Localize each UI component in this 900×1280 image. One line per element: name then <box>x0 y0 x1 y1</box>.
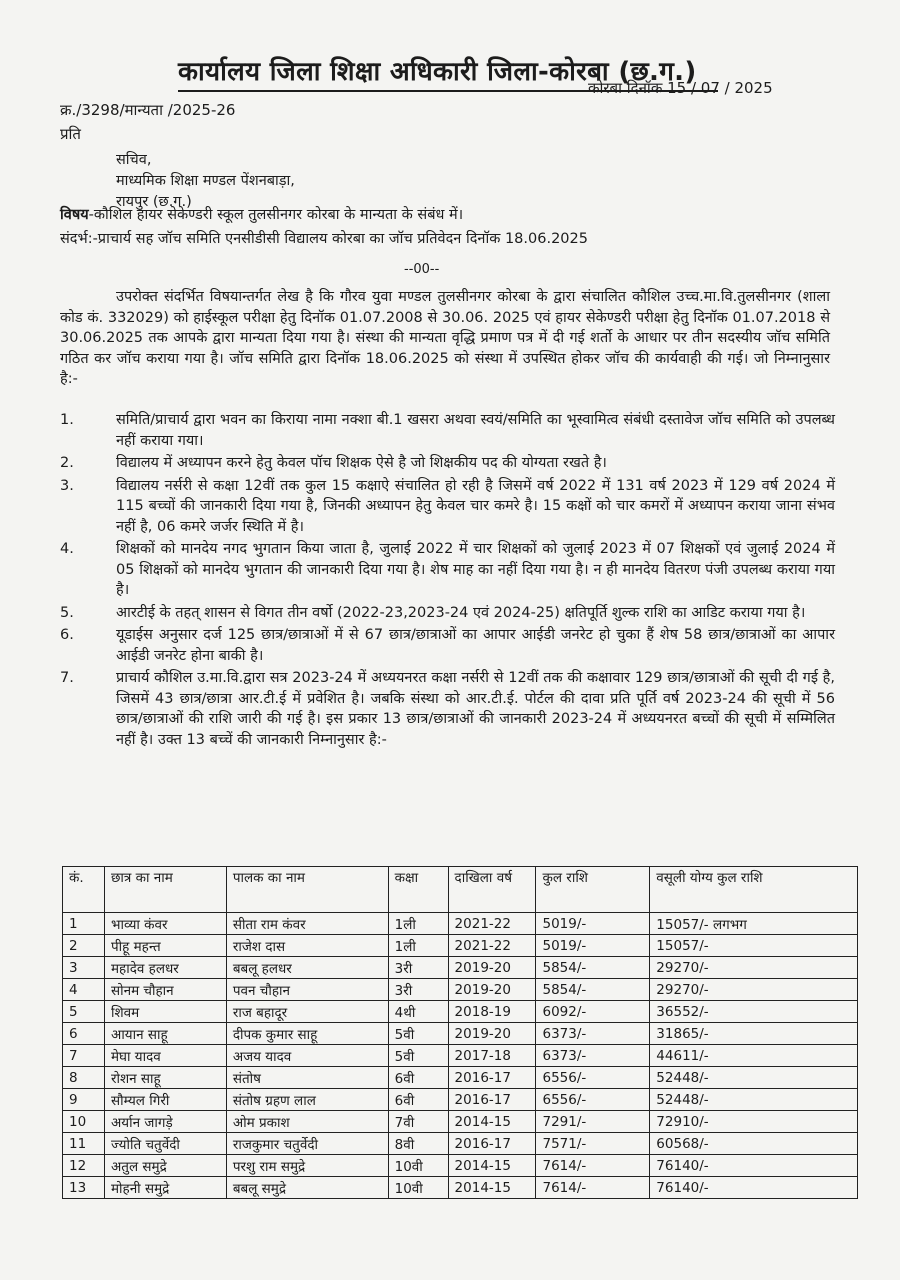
table-cell: रोशन साहू <box>104 1067 226 1089</box>
column-header: वसूली योग्य कुल राशि <box>650 867 858 913</box>
table-cell: 6373/- <box>536 1023 650 1045</box>
address-line: माध्यमिक शिक्षा मण्डल पेंशनबाड़ा, <box>116 173 295 189</box>
table-cell: 2014-15 <box>448 1111 536 1133</box>
list-item <box>60 625 835 666</box>
table-cell: 8वी <box>388 1133 448 1155</box>
table-cell: 52448/- <box>650 1089 858 1111</box>
office-title: कार्यालय जिला शिक्षा अधिकारी जिला-कोरबा (छ.ग.) <box>178 52 718 92</box>
table-cell: 72910/- <box>650 1111 858 1133</box>
subject-text: -कौशिल हायर सेकेण्डरी स्कूल तुलसीनगर कोरबा के मान्यता के संबंध में। <box>88 207 464 223</box>
table-cell: 6556/- <box>536 1067 650 1089</box>
table-row <box>63 1155 858 1177</box>
table-cell: परशु राम समुद्रे <box>226 1155 388 1177</box>
table-row <box>63 1001 858 1023</box>
table-row <box>63 935 858 957</box>
table-cell: 5 <box>63 1001 105 1023</box>
table-cell: 2014-15 <box>448 1155 536 1177</box>
table-cell: बबलू हलधर <box>226 957 388 979</box>
table-cell: अतुल समुद्रे <box>104 1155 226 1177</box>
table-cell: 6 <box>63 1023 105 1045</box>
item-text: आरटीई के तहत् शासन से विगत तीन वर्षो (2022-23,2023-24 एवं 2024-25) क्षतिपूर्ति शुल्क राशि का आडिट कराया गया है। <box>116 604 806 621</box>
item-text: यूडाईस अनुसार दर्ज 125 छात्र/छात्राओं में से 67 छात्र/छात्राओं का आपार आईडी जनरेट हो चुका हैं शेष 58 छात्र/छात्राओं का आपार आईडी जनरेट होना बाकी है। <box>116 627 835 664</box>
table-row <box>63 1111 858 1133</box>
table-cell: मोहनी समुद्रे <box>104 1177 226 1199</box>
table-cell: दीपक कुमार साहू <box>226 1023 388 1045</box>
table-row <box>63 913 858 935</box>
table-cell: 2014-15 <box>448 1177 536 1199</box>
table-cell: बबलू समुद्रे <box>226 1177 388 1199</box>
list-item <box>60 603 835 624</box>
table-row <box>63 1177 858 1199</box>
table-cell: 6वी <box>388 1089 448 1111</box>
table-cell: 76140/- <box>650 1177 858 1199</box>
table-cell: आयान साहू <box>104 1023 226 1045</box>
table-cell: 7 <box>63 1045 105 1067</box>
table-cell: राजेश दास <box>226 935 388 957</box>
separator: --00-- <box>404 262 440 277</box>
table-cell: 8 <box>63 1067 105 1089</box>
table-row <box>63 979 858 1001</box>
column-header: कं. <box>63 867 105 913</box>
table-cell: राजकुमार चतुर्वेदी <box>226 1133 388 1155</box>
table-cell: 31865/- <box>650 1023 858 1045</box>
table-cell: मेघा यादव <box>104 1045 226 1067</box>
table-header-row <box>63 867 858 913</box>
table-cell: 5019/- <box>536 935 650 957</box>
table-cell: 5वी <box>388 1023 448 1045</box>
prati-label: प्रति <box>60 125 81 143</box>
item-text: विद्यालय नर्सरी से कक्षा 12वीं तक कुल 15 कक्षाऐ संचालित हो रही है जिसमें वर्ष 2022 में 131 वर्ष 2023 में 129 वर्ष 2024 में 115 बच्चों की जानकारी दिया गया है, जिनकी अध्यापन हेतु केवल चार कमरे है। 15 कक्षों को चार कमरों में अध्यापन कराया जाना संभव नहीं है, 06 कमरे जर्जर स्थिति में है। <box>116 477 835 535</box>
table-cell: 29270/- <box>650 979 858 1001</box>
list-item <box>60 476 835 538</box>
reference-number: क्र./3298/मान्यता /2025-26 <box>60 101 236 119</box>
table-cell: 5019/- <box>536 913 650 935</box>
table-cell: 1 <box>63 913 105 935</box>
subject-line <box>60 204 463 224</box>
table-cell: 15057/- लगभग <box>650 913 858 935</box>
table-cell: 10 <box>63 1111 105 1133</box>
subject-label: विषय <box>60 207 89 223</box>
table-cell: 2019-20 <box>448 957 536 979</box>
table-cell: 6092/- <box>536 1001 650 1023</box>
table-cell: 2016-17 <box>448 1067 536 1089</box>
table-cell: सौम्यल गिरी <box>104 1089 226 1111</box>
table-cell: 2018-19 <box>448 1001 536 1023</box>
table-cell: सोनम चौहान <box>104 979 226 1001</box>
table-cell: महादेव हलधर <box>104 957 226 979</box>
table-cell: 7571/- <box>536 1133 650 1155</box>
table-cell: 5वी <box>388 1045 448 1067</box>
item-text: विद्यालय में अध्यापन करने हेतु केवल पॉच शिक्षक ऐसे है जो शिक्षकीय पद की योग्यता रखते है। <box>116 455 607 471</box>
column-header: दाखिला वर्ष <box>448 867 536 913</box>
table-cell: 3री <box>388 957 448 979</box>
table-cell: 2019-20 <box>448 979 536 1001</box>
table-cell: भाव्या कंवर <box>104 913 226 935</box>
column-header: कक्षा <box>388 867 448 913</box>
table-cell: 2019-20 <box>448 1023 536 1045</box>
table-cell: अर्यान जागड़े <box>104 1111 226 1133</box>
table-cell: 36552/- <box>650 1001 858 1023</box>
intro-paragraph: उपरोक्त संदर्भित विषयान्तर्गत लेख है कि गौरव युवा मण्डल तुलसीनगर कोरबा के द्वारा संचालित कौशिल उच्च.मा.वि.तुलसीनगर (शाला कोड कं. 332029) को हाईस्कूल परीक्षा हेतु दिनॉक 01.07.2008 से 30.06. 2025 एवं हायर सेकेण्डरी परीक्षा हेतु दिनॉक 01.07.2018 से 30.06.2025 तक आपके द्वारा मान्यता दिया गया है। संस्था की मान्यता वृद्धि प्रमाण पत्र में दी गई शर्तो के आधार पर तीन सदस्यीय जॉच समिति गठित कर जॉच कराया गया है। जॉच समिति द्वारा दिनॉक 18.06.2025 को संस्था में उपस्थित होकर जॉच की कार्यवाही की गई। जो निम्नानुसार है:- <box>60 289 830 387</box>
table-row <box>63 957 858 979</box>
table-cell: 60568/- <box>650 1133 858 1155</box>
table-cell: ओम प्रकाश <box>226 1111 388 1133</box>
item-number: 1. <box>60 412 74 428</box>
table-cell: 7614/- <box>536 1155 650 1177</box>
findings-list <box>60 410 835 752</box>
table-cell: 29270/- <box>650 957 858 979</box>
table-row <box>63 1045 858 1067</box>
table-cell: संतोष <box>226 1067 388 1089</box>
table-cell: सीता राम कंवर <box>226 913 388 935</box>
table-row <box>63 1023 858 1045</box>
table-cell: 7614/- <box>536 1177 650 1199</box>
table-cell: 2021-22 <box>448 935 536 957</box>
table-cell: 2016-17 <box>448 1133 536 1155</box>
item-text: शिक्षकों को मानदेय नगद भुगतान किया जाता है, जुलाई 2022 में चार शिक्षकों को जुलाई 2023 में 07 शिक्षकों एवं जुलाई 2024 में 05 शिक्षकों को मानदेय भुगतान की जानकारी दिया गया है। शेष माह का नहीं दिया गया है। न ही मानदेय वितरण पंजी उपलब्ध कराया गया है। <box>116 541 835 598</box>
item-number: 7. <box>60 670 74 686</box>
table-cell: 1ली <box>388 913 448 935</box>
column-header: छात्र का नाम <box>104 867 226 913</box>
table-cell: 4 <box>63 979 105 1001</box>
list-item <box>60 453 835 474</box>
table-cell: 15057/- <box>650 935 858 957</box>
item-number: 5. <box>60 604 74 621</box>
table-cell: पवन चौहान <box>226 979 388 1001</box>
table-cell: 13 <box>63 1177 105 1199</box>
table-cell: 5854/- <box>536 957 650 979</box>
table-cell: राज बहादूर <box>226 1001 388 1023</box>
column-header: पालक का नाम <box>226 867 388 913</box>
table-cell: 6वी <box>388 1067 448 1089</box>
table-cell: शिवम <box>104 1001 226 1023</box>
table-cell: 9 <box>63 1089 105 1111</box>
table-row <box>63 1133 858 1155</box>
table-cell: ज्योति चतुर्वेदी <box>104 1133 226 1155</box>
table-cell: 2016-17 <box>448 1089 536 1111</box>
table-cell: 7वी <box>388 1111 448 1133</box>
item-text: प्राचार्य कौशिल उ.मा.वि.द्वारा सत्र 2023-24 में अध्ययनरत कक्षा नर्सरी से 12वीं तक की कक्षावार 129 छात्र/छात्राओं की सूची दी गई है, जिसमें 43 छात्र/छात्रा आर.टी.ई में प्रवेशित है। जबकि संस्था को आर.टी.ई. पोर्टल की दावा प्रति पूर्ति वर्ष 2023-24 की सूची में 56 छात्र/छात्राओं की राशि जारी की गई है। इस प्रकार 13 छात्र/छात्राओं की जानकारी 2023-24 में अध्ययनरत बच्चों की सूची में सम्मिलित नहीं है। उक्त 13 बच्चें की जानकारी निम्नानुसार है:- <box>116 670 835 748</box>
table-cell: अजय यादव <box>226 1045 388 1067</box>
table-cell: 6556/- <box>536 1089 650 1111</box>
table-body <box>63 913 858 1199</box>
item-number: 6. <box>60 627 74 643</box>
table-cell: 52448/- <box>650 1067 858 1089</box>
address-line: सचिव, <box>116 152 152 168</box>
table-cell: पीहू महन्त <box>104 935 226 957</box>
list-item <box>60 410 835 451</box>
table-cell: 6373/- <box>536 1045 650 1067</box>
table-cell: 2021-22 <box>448 913 536 935</box>
table-cell: 7291/- <box>536 1111 650 1133</box>
list-item <box>60 539 835 601</box>
table-cell: 5854/- <box>536 979 650 1001</box>
table-cell: 3री <box>388 979 448 1001</box>
table-cell: 11 <box>63 1133 105 1155</box>
table-cell: 44611/- <box>650 1045 858 1067</box>
item-text: समिति/प्राचार्य द्वारा भवन का किराया नामा नक्शा बी.1 खसरा अथवा स्वयं/समिति का भूस्वामित्व संबंधी दस्तावेज जॉच समिति को उपलब्ध नहीं कराया गया। <box>116 412 835 449</box>
column-header: कुल राशि <box>536 867 650 913</box>
table-cell: 1ली <box>388 935 448 957</box>
list-item <box>60 668 835 750</box>
table-cell: 10वी <box>388 1177 448 1199</box>
table-cell: 4थी <box>388 1001 448 1023</box>
table-cell: 3 <box>63 957 105 979</box>
item-number: 4. <box>60 541 74 557</box>
table-cell: संतोष ग्रहण लाल <box>226 1089 388 1111</box>
table-row <box>63 1089 858 1111</box>
table-cell: 2 <box>63 935 105 957</box>
table-cell: 2017-18 <box>448 1045 536 1067</box>
table-cell: 76140/- <box>650 1155 858 1177</box>
table-cell: 10वी <box>388 1155 448 1177</box>
table-row <box>63 1067 858 1089</box>
item-number: 2. <box>60 455 74 471</box>
item-number: 3. <box>60 477 74 494</box>
date-line: कोरबा दिनॉक 15 / 07 / 2025 <box>588 79 773 97</box>
table-cell: 12 <box>63 1155 105 1177</box>
student-table <box>62 866 858 1199</box>
address-line: रायपुर (छ.ग.) <box>116 194 192 210</box>
reference-line: संदर्भ:-प्राचार्य सह जॉच समिति एनसीडीसी विद्यालय कोरबा का जॉच प्रतिवेदन दिनॉक 18.06.2025 <box>60 231 588 247</box>
